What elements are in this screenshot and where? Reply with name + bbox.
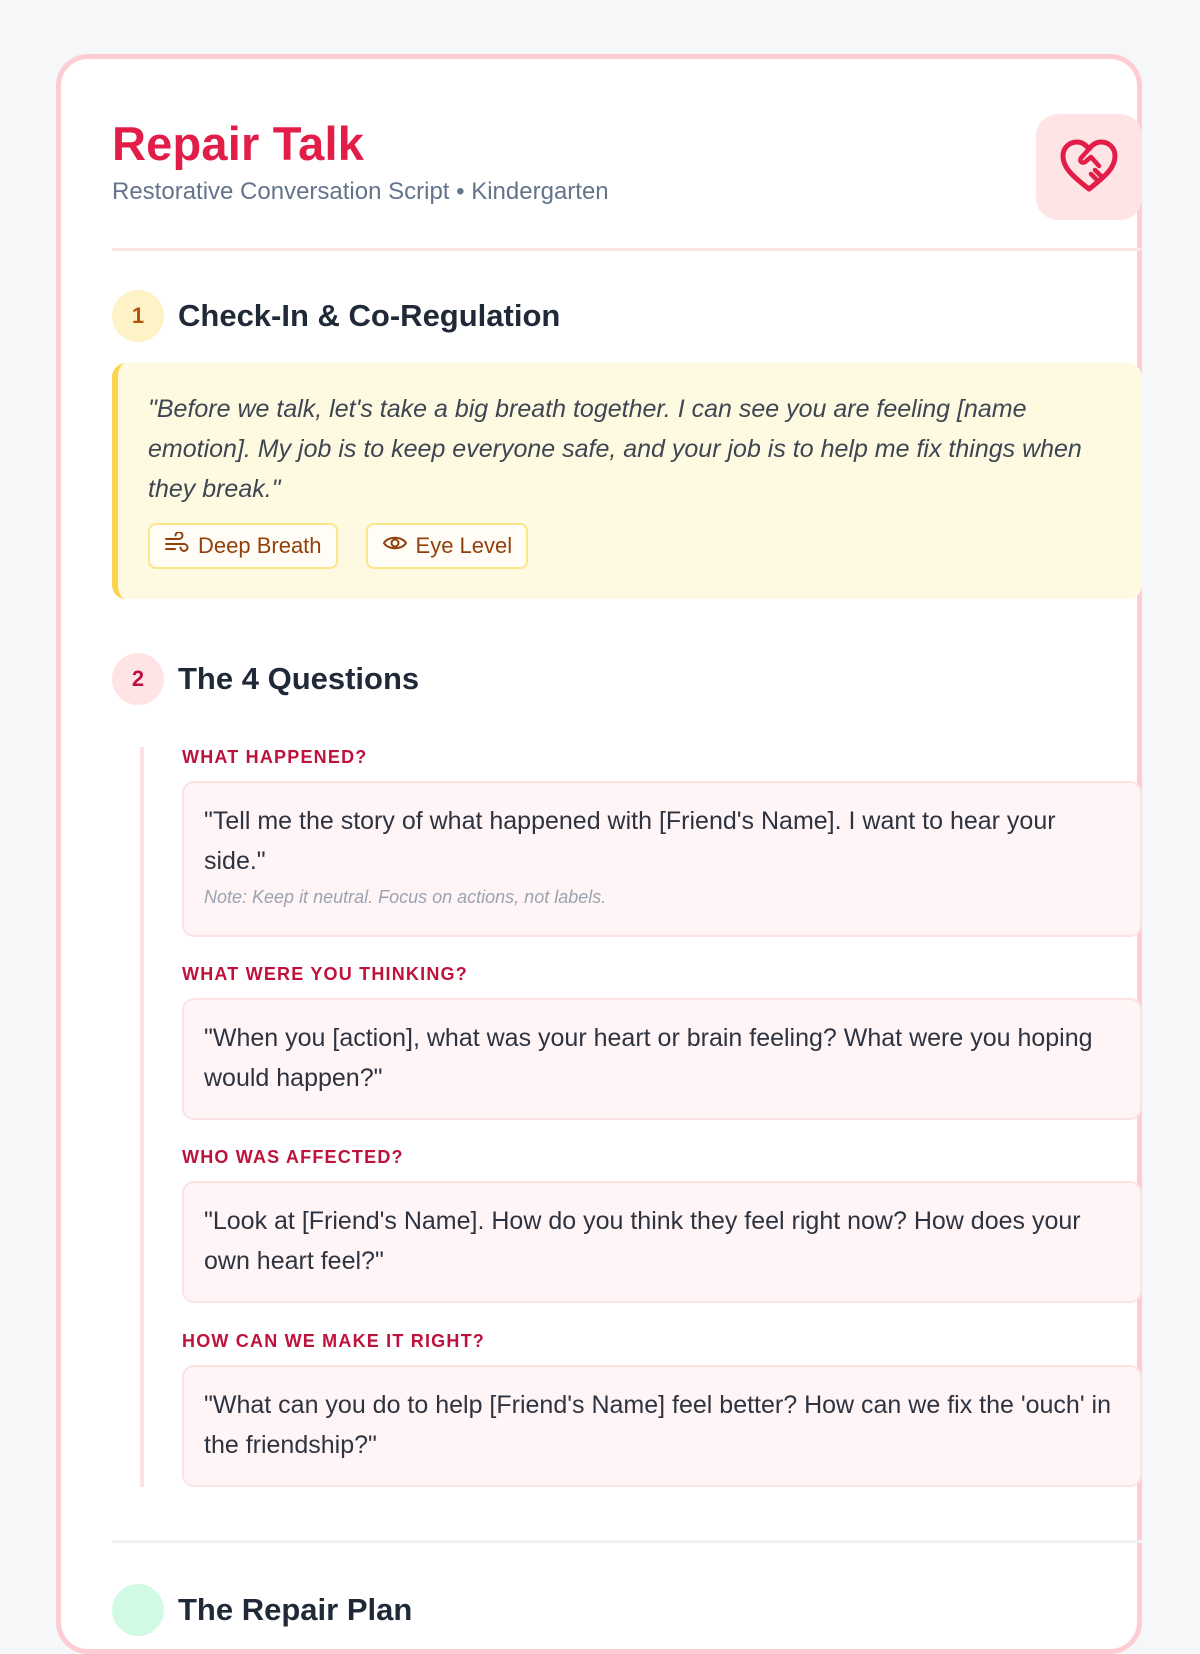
wind-icon [164, 532, 190, 560]
eye-icon [382, 533, 408, 559]
check-in-quote: "Before we talk, let's take a big breath together. I can see you are feeling [name emotion]. My job is to keep everyone safe, and your job is to help me fix things when they break." [148, 395, 1082, 503]
question-item [182, 1147, 1142, 1303]
heart-handshake-icon [1036, 114, 1142, 220]
question-item [182, 747, 1142, 937]
question-label: WHO WAS AFFECTED? [182, 1147, 404, 1167]
questions-list [140, 747, 1142, 1487]
question-note: Note: Keep it neutral. Focus on actions, not labels. [204, 887, 607, 907]
check-in-callout [112, 363, 1142, 599]
step-number-badge: 2 [112, 653, 164, 705]
question-script: "Look at [Friend's Name]. How do you think they feel right now? How does your own heart feel?" [204, 1207, 1081, 1275]
question-script-box [182, 1181, 1142, 1303]
question-item [182, 1331, 1142, 1487]
question-script: "Tell me the story of what happened with [Friend's Name]. I want to hear your side." [204, 807, 1056, 875]
section-1-header [112, 289, 560, 343]
question-item [182, 964, 1142, 1120]
question-script-box [182, 1365, 1142, 1487]
question-label: WHAT HAPPENED? [182, 747, 368, 767]
tag-deep-breath [148, 523, 338, 569]
step-number-badge: 1 [112, 290, 164, 342]
section-3-header [112, 1584, 412, 1636]
section-title: The 4 Questions [178, 661, 420, 696]
section-title: Check-In & Co-Regulation [178, 298, 561, 333]
section-divider [112, 1540, 1142, 1543]
page-title: Repair Talk [112, 117, 365, 170]
section-2-header [112, 652, 419, 706]
step-number-badge [112, 1584, 164, 1636]
tag-label: Eye Level [415, 533, 513, 558]
question-script-box [182, 998, 1142, 1120]
question-script: "When you [action], what was your heart or brain feeling? What were you hoping would happen?" [204, 1024, 1093, 1092]
question-label: WHAT WERE YOU THINKING? [182, 964, 468, 984]
tag-eye-level [366, 523, 529, 569]
tag-list [148, 523, 1112, 569]
section-title: The Repair Plan [178, 1592, 413, 1627]
header [112, 58, 1142, 251]
question-script: "What can you do to help [Friend's Name] feel better? How can we fix the 'ouch' in the friendship?" [204, 1391, 1111, 1459]
page-subtitle: Restorative Conversation Script • Kindergarten [112, 178, 609, 205]
tag-label: Deep Breath [198, 533, 322, 558]
question-script-box [182, 781, 1142, 937]
question-label: HOW CAN WE MAKE IT RIGHT? [182, 1331, 485, 1351]
